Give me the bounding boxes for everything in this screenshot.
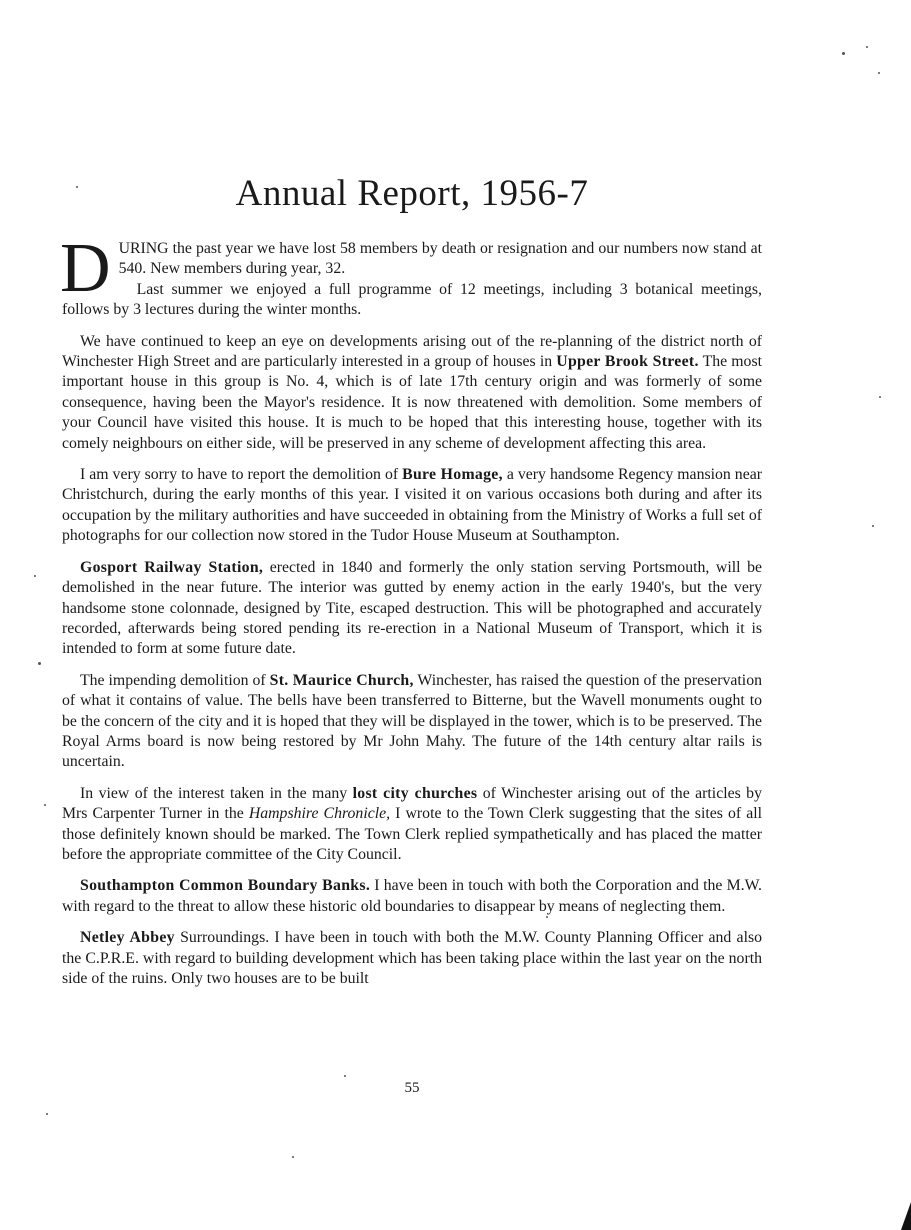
paragraph-text	[62, 877, 762, 914]
drop-cap: D	[60, 230, 111, 307]
bold-heading-text: Netley Abbey	[80, 929, 175, 947]
text-run: We have continued to keep an eye on developments arising out of the re-planning of the district north of Winchester High Street and are particularly interested in a group of houses in	[62, 332, 762, 371]
scan-speck	[866, 46, 868, 48]
text-run: of Winchester arising out of the articles by Mrs Carpenter Turner in the	[62, 784, 762, 823]
scan-corner-mark	[901, 1202, 911, 1230]
paragraph-gosport-station	[62, 558, 762, 660]
bold-heading-text: Bure Homage,	[402, 466, 503, 484]
paragraph-st-maurice-church	[62, 671, 762, 773]
page-title: Annual Report, 1956-7	[235, 173, 589, 214]
scan-speck	[344, 1075, 346, 1077]
paragraph-netley-abbey	[62, 928, 762, 989]
paragraph-southampton-common	[62, 876, 762, 917]
paragraph-text	[62, 559, 762, 658]
scan-speck	[76, 186, 78, 188]
text-run: Surroundings. I have been in touch with both the M.W. County Planning Officer and also the C.P.R.E. with regard to building development which has been taking place within the last year on the north side of the ruins. Only two houses are to be built	[62, 929, 762, 987]
bold-heading-text: St. Maurice Church,	[269, 671, 414, 689]
paragraph-upper-brook-street	[62, 332, 762, 454]
paragraph-text	[119, 240, 762, 277]
text-run: erected in 1840 and formerly the only station serving Portsmouth, will be demolished in the near future. The interior was gutted by enemy action in the early 1940's, but the very handsome stone colonnade, designed by Tite, escaped destruction. This will be photographed and accurately recorded, afterwards being stored pending its re-erection in a National Museum of Transport, which it is intended to form at some future date.	[62, 558, 762, 658]
bold-heading-text: lost city churches	[352, 784, 478, 802]
scan-speck	[38, 662, 41, 665]
text-run: a very handsome Regency mansion near Christchurch, during the early months of this year. I visited it on various occasions both during and after its occupation by the military authorities and have succeeded in obtaining from the Ministry of Works a full set of photographs for our collection now stored in the Tudor House Museum at Southampton.	[62, 466, 762, 545]
text-run: The most important house in this group is No. 4, which is of late 17th century origin and was formerly of some consequence, having been the Mayor's residence. It is now threatened with demolition. Some members of your Council have visited this house. It is much to be hoped that this interesting house, together with its comely neighbours on either side, will be preserved in any scheme of development affecting this area.	[62, 353, 762, 452]
paragraph-text	[62, 929, 762, 987]
scan-speck	[842, 52, 845, 55]
paragraph-lost-city-churches	[62, 784, 762, 866]
paragraph-2	[62, 280, 762, 321]
scan-speck	[878, 72, 880, 74]
text-run: I am very sorry to have to report the demolition of	[80, 466, 403, 484]
text-run: Winchester, has raised the question of the preservation of what it contains of value. The bells have been transferred to Bitterne, but the Wavell monuments ought to be the concern of the city and it is hoped that they will be displayed in the tower, which is to be preserved. The Royal Arms board is now being restored by Mr John Mahy. The future of the 14th century altar rails is uncertain.	[62, 671, 762, 771]
italic-title-text: Hampshire Chronicle,	[248, 805, 391, 823]
page-number: 55	[404, 1080, 420, 1096]
paragraph-text	[62, 672, 762, 771]
scan-speck	[546, 916, 548, 918]
paragraph-bure-homage	[62, 465, 762, 547]
document-page	[62, 0, 762, 1230]
text-run: The impending demolition of	[80, 671, 270, 689]
scan-speck	[292, 1156, 294, 1158]
scan-speck	[34, 575, 36, 577]
bold-heading-text: Gosport Railway Station,	[80, 558, 264, 576]
scan-speck	[46, 1113, 48, 1115]
report-body	[60, 230, 762, 1000]
text-run: I have been in touch with both the Corporation and the M.W. with regard to the threat to allow these historic old boundaries to disappear by means of neglecting them.	[62, 877, 762, 915]
text-run: Last summer we enjoyed a full programme of 12 meetings, including 3 botanical meetings, follows by 3 lectures during the winter months.	[62, 280, 762, 319]
text-run: I wrote to the Town Clerk suggesting that the sites of all those definitely known should be marked. The Town Clerk replied sympathetically and has placed the matter before the appropriate committee of the City Council.	[62, 805, 762, 863]
paragraph-text	[62, 785, 762, 863]
scan-speck	[44, 804, 46, 806]
text-run: URING the past year we have lost 58 members by death or resignation and our numbers now stand at 540. New members during year, 32.	[118, 240, 762, 278]
bold-heading-text: Southampton Common Boundary Banks.	[80, 877, 371, 895]
paragraph-text	[62, 281, 762, 318]
text-run: In view of the interest taken in the many	[80, 784, 353, 802]
paragraph-text	[62, 466, 762, 544]
bold-heading-text: Upper Brook Street.	[556, 353, 699, 371]
scan-speck	[879, 396, 881, 398]
scan-speck	[872, 525, 874, 527]
paragraph-text	[62, 333, 762, 452]
